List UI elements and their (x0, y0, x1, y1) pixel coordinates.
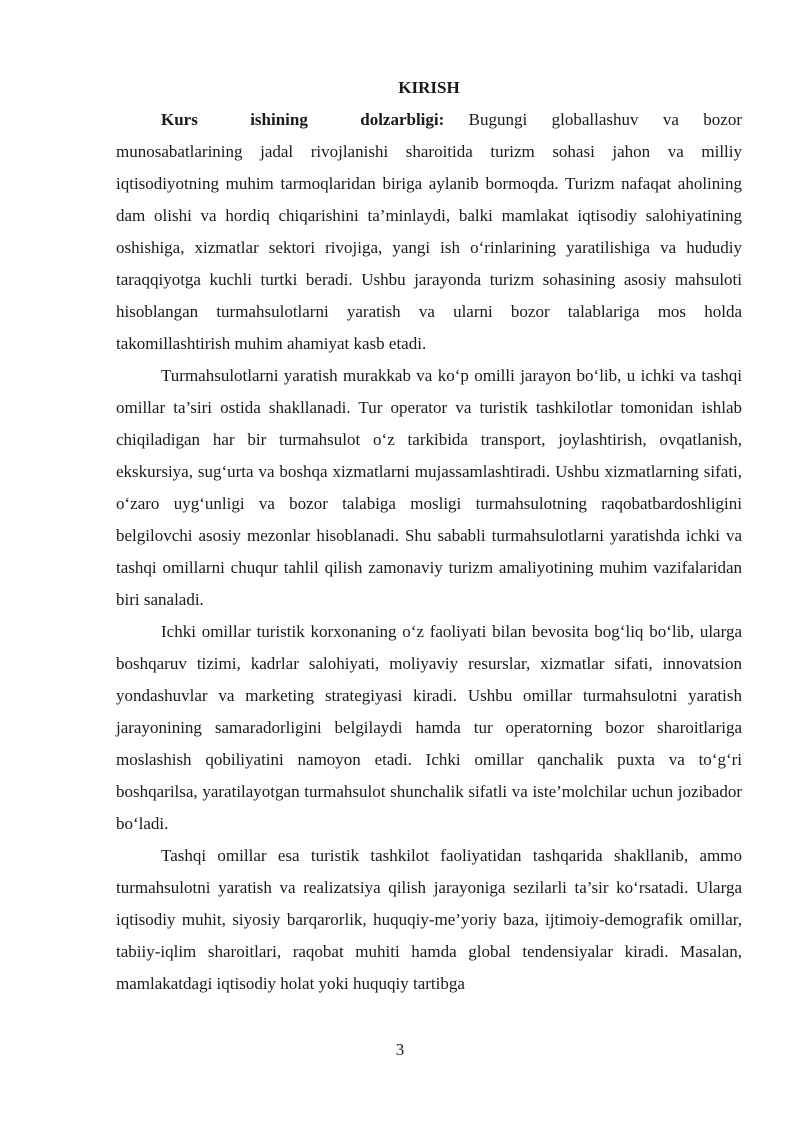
paragraph-external-factors: Tashqi omillar esa turistik tashkilot faoliyatidan tashqarida shakllanib, ammo turmahsulotni yaratish va realizatsiya qilish jarayoniga sezilarli ta’sir ko‘rsatadi. Ularga iqtisodiy muhit, siyosiy barqarorlik, huquqiy-me’yoriy baza, ijtimoiy-demografik omillar, tabiiy-iqlim sharoitlari, raqobat muhiti hamda global tendensiyalar kiradi. Masalan, mamlakatdagi iqtisodiy holat yoki huquqiy tartibga (116, 846, 742, 993)
page-title: KIRISH (398, 78, 460, 97)
paragraph-lead: Kurs ishining dolzarbligi: (161, 110, 445, 129)
paragraph-tourproduct-creation: Turmahsulotlarni yaratish murakkab va ko‘p omilli jarayon bo‘lib, u ichki va tashqi omillar ta’siri ostida shakllanadi. Tur operator va turistik tashkilotlar tomonidan ishlab chiqiladigan har bir turmahsulot o‘z tarkibida transport, joylashtirish, ovqatlanish, ekskursiya, sug‘urta va boshqa xizmatlarni mujassamlashtiradi. Ushbu xizmatlarning sifati, o‘zaro uyg‘unligi va bozor talabiga mosligi turmahsulotning raqobatbardoshligini belgilovchi asosiy mezonlar hisoblanadi. Shu sababli turmahsulotlarni yaratishda ichki va tashqi omillarni chuqur tahlil qilish zamonaviy turizm amaliyotining muhim vazifalaridan biri sanaladi. (116, 366, 742, 609)
document-page (116, 72, 742, 1000)
page-number: 3 (395, 1040, 405, 1059)
paragraph-text: Bugungi globallashuv va bozor munosabatlarining jadal rivojlanishi sharoitida turizm sohasi jahon va milliy iqtisodiyotning muhim tarmoqlaridan biriga aylanib bormoqda. Turizm nafaqat aholining dam olishi va hordiq chiqarishini ta’minlaydi, balki mamlakat iqtisodiy salohiyatining oshishiga, xizmatlar sektori rivojiga, yangi ish o‘rinlarining yaratilishiga va hududiy taraqqiyotga kuchli turtki beradi. Ushbu jarayonda turizm sohasining asosiy mahsuloti hisoblangan turmahsulotlarni yaratish va ularni bozor talablariga mos holda takomillashtirish muhim ahamiyat kasb etadi. (116, 110, 742, 353)
paragraph-relevance (116, 104, 742, 360)
paragraph-internal-factors: Ichki omillar turistik korxonaning o‘z faoliyati bilan bevosita bog‘liq bo‘lib, ularga boshqaruv tizimi, kadrlar salohiyati, moliyaviy resurslar, xizmatlar sifati, innovatsion yondashuvlar va marketing strategiyasi kiradi. Ushbu omillar turmahsulotni yaratish jarayonining samaradorligini belgilaydi hamda tur operatorning bozor sharoitlariga moslashish qobiliyatini namoyon etadi. Ichki omillar qanchalik puxta va to‘g‘ri boshqarilsa, yaratilayotgan turmahsulot shunchalik sifatli va iste’molchilar uchun jozibador bo‘ladi. (116, 622, 742, 833)
